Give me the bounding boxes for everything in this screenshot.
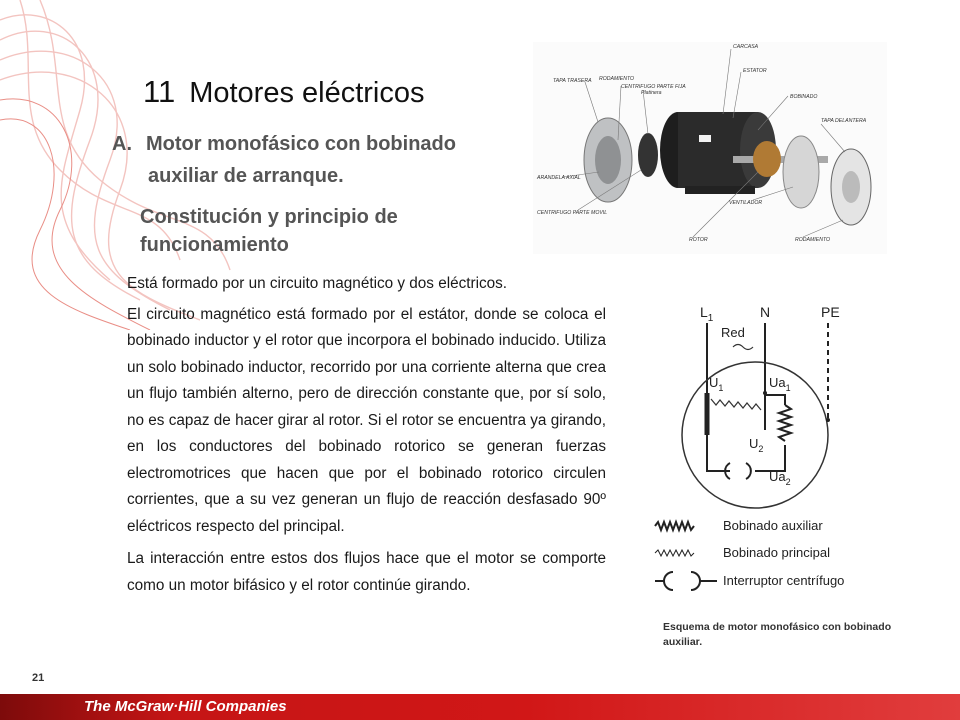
legend-main-label: Bobinado principal bbox=[723, 545, 830, 560]
point-u2: $U_2$ bbox=[749, 436, 764, 454]
switch-right-arc bbox=[746, 463, 751, 479]
page-title bbox=[143, 74, 425, 110]
circuit-diagram bbox=[645, 295, 865, 595]
paragraph: Está formado por un circuito magnético y dos eléctricos. bbox=[127, 275, 508, 292]
label-tapa-trasera: TAPA TRASERA bbox=[553, 78, 592, 84]
point-ua1: $Ua_1$ bbox=[769, 375, 791, 393]
wire-main-left bbox=[707, 387, 730, 471]
terminal-l1: $L_1$ bbox=[700, 304, 714, 324]
legend-switch-label: Interruptor centrífugo bbox=[723, 573, 845, 588]
label-ventilador: VENTILADOR bbox=[729, 200, 763, 206]
label-bobinado: BOBINADO bbox=[790, 94, 818, 100]
label-rodamiento-bottom: RODAMIENTO bbox=[795, 237, 831, 243]
net-label: Red bbox=[721, 325, 745, 340]
legend-main-symbol bbox=[655, 550, 694, 556]
label-estator: ESTATOR bbox=[743, 68, 767, 74]
footer-bar bbox=[0, 694, 960, 720]
section-letter: A. bbox=[112, 133, 132, 155]
label-centrifugo-movil: CENTRIFUGO PARTE MOVIL bbox=[537, 210, 608, 216]
label-arandela-axial: ARANDELA AXIAL bbox=[537, 175, 581, 181]
body-text bbox=[127, 271, 606, 605]
centrifugal-plate-shape bbox=[638, 133, 658, 177]
legend bbox=[655, 518, 844, 590]
publisher-logo: The McGraw·Hill Companies bbox=[84, 698, 287, 715]
chapter-number: 11 bbox=[143, 74, 176, 109]
legend-aux-label: Bobinado auxiliar bbox=[723, 518, 823, 533]
fan-shape bbox=[783, 136, 819, 208]
main-winding-zigzag bbox=[711, 399, 761, 410]
label-platinera: Platinera bbox=[641, 90, 662, 96]
page-number: 21 bbox=[32, 672, 45, 684]
label-rodamiento-top: RODAMIENTO bbox=[599, 76, 635, 82]
rotor-shape bbox=[753, 141, 781, 177]
subheading: Constitución y principio de funcionamiento bbox=[140, 206, 398, 256]
paragraph: La interacción entre estos dos flujos hace que el motor se comporte como un motor bifásico y el rotor continúe girando. bbox=[127, 550, 606, 594]
legend-aux-symbol bbox=[655, 522, 694, 530]
motor-exploded-view bbox=[533, 42, 887, 254]
label-tapa-delantera: TAPA DELANTERA bbox=[821, 118, 867, 124]
ac-symbol-icon bbox=[733, 345, 753, 350]
label-centrifugo-fijo: CENTRIFUGO PARTE FIJA bbox=[621, 84, 686, 90]
section-title-line1: Motor monofásico con bobinado bbox=[146, 133, 456, 155]
section-heading bbox=[112, 128, 456, 192]
motor-outline bbox=[682, 362, 828, 508]
terminal-pe: PE bbox=[821, 304, 840, 320]
chapter-title: Motores eléctricos bbox=[189, 77, 425, 109]
legend-switch-symbol bbox=[655, 572, 717, 590]
label-carcasa: CARCASA bbox=[733, 44, 759, 50]
paragraph: El circuito magnético está formado por el estátor, donde se coloca el bobinado inductor y el rotor que incorpora el bobinado inducido. Utiliza un solo bobinado inductor, recorrido por una corriente alterna que crea un flujo también alterno, pero de dirección constante que, por sí solo, no es capaz de hacer girar al rotor. Si el rotor se encuentra ya girando, en los conductores del bobinado rotorico se generan fuerzas electromotrices que hacen que por el bobinado rotorico circulen corrientes, que a su vez generan un flujo de reacción desfasado 90º eléctricos respecto del principal. bbox=[127, 305, 606, 535]
aux-winding-zigzag bbox=[779, 405, 791, 441]
section-title-line2: auxiliar de arranque. bbox=[148, 165, 344, 187]
label-rotor: ROTOR bbox=[689, 237, 708, 243]
point-u1: $U_1$ bbox=[709, 375, 724, 393]
terminal-n: N bbox=[760, 304, 771, 320]
point-ua2: $Ua_2$ bbox=[769, 469, 791, 487]
figure-caption: Esquema de motor monofásico con bobinado auxiliar. bbox=[663, 621, 892, 648]
